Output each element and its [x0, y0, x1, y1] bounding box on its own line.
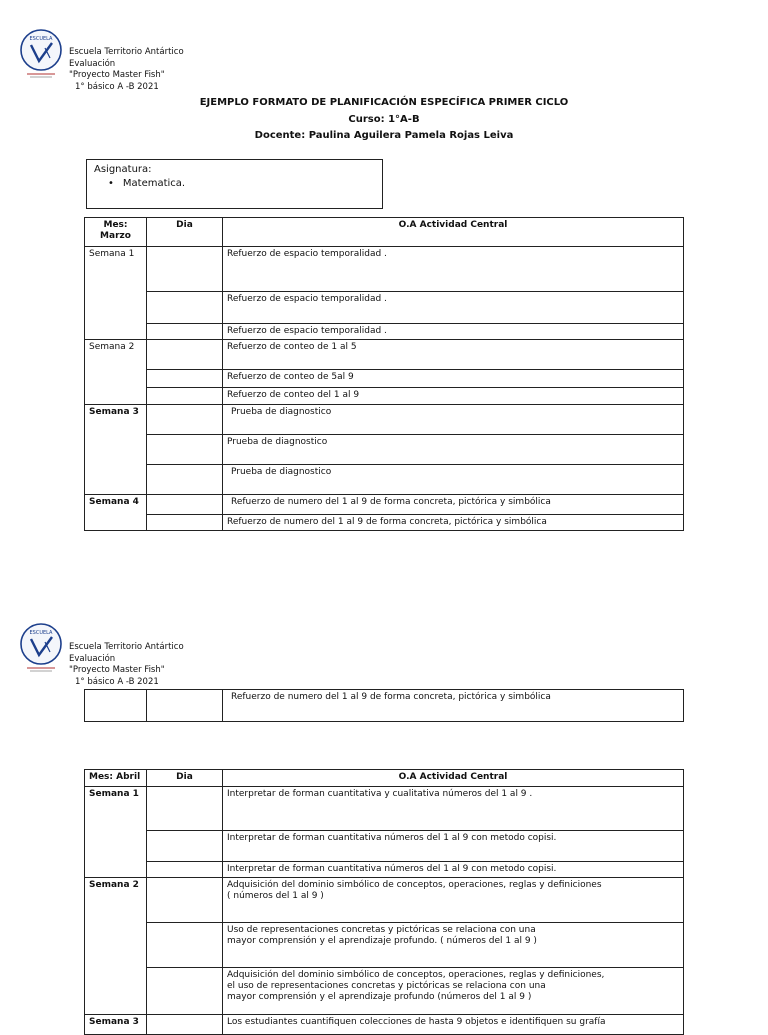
week-cell: Semana 3: [85, 405, 147, 495]
school-name: Escuela Territorio Antártico: [69, 642, 184, 652]
subject-box: [86, 159, 383, 209]
activity-cell: Adquisición del dominio simbólico de conceptos, operaciones, reglas y definiciones, el uso de representaciones concretas y pictóricas se relaciona con una mayor comprensión y el aprendizaje profundo (números del 1 al 9 ): [223, 968, 684, 1015]
oa-header: O.A Actividad Central: [223, 218, 684, 247]
day-cell: [147, 324, 223, 340]
day-cell: [147, 831, 223, 862]
day-cell: [147, 388, 223, 405]
activity-cell: Interpretar de forman cuantitativa números del 1 al 9 con metodo copisi.: [223, 831, 684, 862]
day-cell: [147, 968, 223, 1015]
day-cell: [147, 1015, 223, 1035]
school-info: [69, 642, 184, 688]
day-cell: [147, 247, 223, 292]
activity-cell: Adquisición del dominio simbólico de conceptos, operaciones, reglas y definiciones ( números del 1 al 9 ): [223, 878, 684, 923]
day-header: Dia: [147, 218, 223, 247]
school-logo: [19, 622, 63, 674]
activity-cell: Refuerzo de conteo de 5al 9: [223, 370, 684, 388]
project-name: "Proyecto Master Fish": [69, 665, 165, 675]
activity-cell: Uso de representaciones concretas y pictóricas se relaciona con una mayor comprensión y el aprendizaje profundo. ( números del 1 al 9 ): [223, 923, 684, 968]
day-cell: [147, 515, 223, 531]
activity-cell: Prueba de diagnostico: [223, 435, 684, 465]
day-cell: [147, 787, 223, 831]
day-cell: [147, 405, 223, 435]
month-header-marzo: Mes: Marzo: [85, 218, 147, 247]
day-cell: [147, 292, 223, 324]
day-header: Dia: [147, 770, 223, 787]
week-cell: Semana 2: [85, 340, 147, 405]
day-cell: [147, 923, 223, 968]
activity-cell: Refuerzo de numero del 1 al 9 de forma concreta, pictórica y simbólica: [223, 495, 684, 515]
day-cell: [147, 862, 223, 878]
abril-table: [84, 769, 684, 1035]
logo-text: ESCUELA: [29, 630, 53, 636]
week-cell: Semana 3: [85, 1015, 147, 1035]
week-cell: Semana 4: [85, 495, 147, 531]
course-title: Curso: 1°A-B: [348, 114, 420, 125]
day-cell: [147, 435, 223, 465]
marzo-table: [84, 217, 684, 531]
oa-header: O.A Actividad Central: [223, 770, 684, 787]
activity-cell: Prueba de diagnostico: [223, 405, 684, 435]
activity-cell: Refuerzo de espacio temporalidad .: [223, 292, 684, 324]
activity-cell: Refuerzo de espacio temporalidad .: [223, 324, 684, 340]
week-cell: Semana 2: [85, 878, 147, 1015]
week-cell: Semana 1: [85, 247, 147, 340]
school-name: Escuela Territorio Antártico: [69, 47, 184, 57]
school-logo: [19, 28, 63, 80]
activity-cell: Interpretar de forman cuantitativa números del 1 al 9 con metodo copisi.: [223, 862, 684, 878]
page-title: EJEMPLO FORMATO DE PLANIFICACIÓN ESPECÍFICA PRIMER CICLO: [199, 97, 569, 108]
logo-text: ESCUELA: [29, 36, 53, 42]
activity-cell: Prueba de diagnostico: [223, 465, 684, 495]
day-cell: [147, 465, 223, 495]
day-cell: [147, 495, 223, 515]
teacher-title: Docente: Paulina Aguilera Pamela Rojas Leiva: [254, 130, 514, 141]
activity-cell: Interpretar de forman cuantitativa y cualitativa números del 1 al 9 .: [223, 787, 684, 831]
activity-cell: Refuerzo de numero del 1 al 9 de forma concreta, pictórica y simbólica: [223, 515, 684, 531]
evaluation-label: Evaluación: [69, 58, 116, 69]
course-line: 1° básico A -B 2021: [75, 676, 159, 687]
activity-cell: Refuerzo de conteo del 1 al 9: [223, 388, 684, 405]
week-cell: Semana 1: [85, 787, 147, 878]
day-cell: [147, 690, 223, 722]
evaluation-label: Evaluación: [69, 653, 116, 664]
continuation-table: [84, 689, 684, 722]
subject-label: Asignatura:: [94, 164, 152, 175]
school-info: [69, 47, 184, 93]
month-header-abril: Mes: Abril: [85, 770, 147, 787]
project-name: "Proyecto Master Fish": [69, 70, 165, 80]
day-cell: [147, 878, 223, 923]
day-cell: [147, 340, 223, 370]
activity-cell: Refuerzo de numero del 1 al 9 de forma concreta, pictórica y simbólica: [223, 690, 684, 722]
week-cell: [85, 690, 147, 722]
course-line: 1° básico A -B 2021: [75, 81, 159, 92]
day-cell: [147, 370, 223, 388]
activity-cell: Refuerzo de espacio temporalidad .: [223, 247, 684, 292]
subject-value: • Matematica.: [94, 178, 375, 189]
activity-cell: Refuerzo de conteo de 1 al 5: [223, 340, 684, 370]
activity-cell: Los estudiantes cuantifiquen colecciones de hasta 9 objetos e identifiquen su grafía: [223, 1015, 684, 1035]
